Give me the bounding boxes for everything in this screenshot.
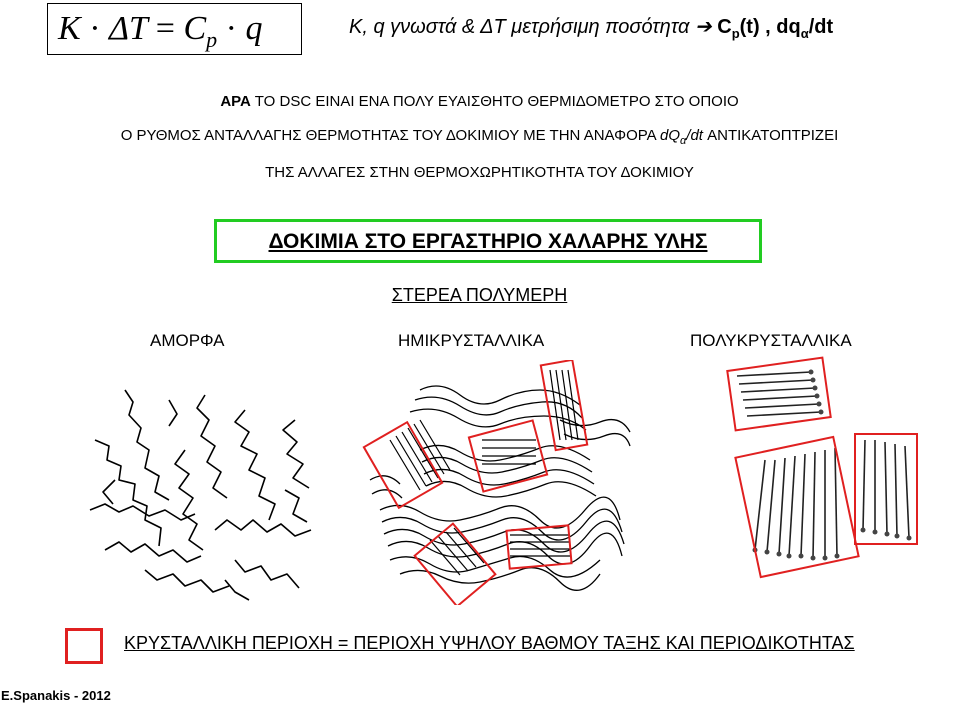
- column-label-polycrystalline: ΠΟΛΥΚΡΥΣΤΑΛΛΙΚΑ: [690, 331, 852, 350]
- formula-c-sub: p: [206, 27, 218, 52]
- semicrystalline-illustration: [360, 360, 635, 605]
- formula-q: q: [245, 10, 263, 47]
- text-line-2: [0, 127, 959, 147]
- crystalline-region-legend-text: ΚΡΥΣΤΑΛΛΙΚΗ ΠΕΡΙΟΧΗ = ΠΕΡΙΟΧΗ ΥΨΗΛΟΥ ΒΑΘΜΟΥ ΤΑΞΗΣ ΚΑΙ ΠΕΡΙΟΔΙΚΟΤΗΤΑΣ: [124, 633, 855, 653]
- line2-dt: /dt: [686, 127, 703, 144]
- text-line-1: [0, 93, 959, 110]
- cp-label: C: [711, 16, 732, 38]
- subtitle-text: K, q γνωστά & ΔT μετρήσιμη ποσότητα: [349, 16, 695, 38]
- column-label-amorphous: ΑΜΟΡΦΑ: [150, 331, 225, 350]
- amorphous-illustration: [85, 380, 325, 610]
- dq-rest: /dt: [808, 16, 834, 38]
- text-line-3: ΤΗΣ ΑΛΛΑΓΕΣ ΣΤΗΝ ΘΕΡΜΟΧΩΡΗΤΙΚΟΤΗΤΑ ΤΟΥ ΔΟΚΙΜΙΟΥ: [265, 164, 694, 181]
- subtitle: [349, 14, 833, 41]
- line2-b: ΑΝΤΙΚΑΤΟΠΤΡΙΖΕΙ: [702, 127, 839, 144]
- arrow-icon: ➔: [694, 16, 712, 38]
- formula-dot: ·: [225, 10, 237, 47]
- line2-dq: dQ: [659, 127, 680, 144]
- cp-sub: p: [731, 26, 740, 41]
- polycrystalline-illustration: [725, 350, 925, 590]
- formula-k: K: [58, 10, 81, 47]
- formula-box: [47, 3, 302, 55]
- line1-bold: ΑΡΑ: [220, 93, 251, 110]
- formula-delta-t: ΔT: [109, 10, 148, 47]
- solid-polymers-heading: ΣΤΕΡΕΑ ΠΟΛΥΜΕΡΗ: [391, 285, 568, 305]
- line2-sub: α: [680, 135, 687, 147]
- credit: E.Spanakis - 2012: [1, 688, 111, 703]
- formula-equals: =: [155, 10, 175, 47]
- column-label-semicrystalline: ΗΜΙΚΡΥΣΤΑΛΛΙΚΑ: [398, 331, 545, 350]
- formula-c: C: [183, 10, 207, 47]
- cp-rest: (t) , dq: [739, 16, 801, 38]
- line2-a: Ο ΡΥΘΜΟΣ ΑΝΤΑΛΛΑΓΗΣ ΘΕΡΜΟΤΗΤΑΣ ΤΟΥ ΔΟΚΙΜΙΟΥ ΜΕ ΤΗΝ ΑΝΑΦΟΡΑ: [120, 127, 660, 144]
- dq-sub: α: [800, 26, 809, 41]
- lab-samples-heading: ΔΟΚΙΜΙΑ ΣΤΟ ΕΡΓΑΣΤΗΡΙΟ ΧΑΛΑΡΗΣ ΥΛΗΣ: [214, 219, 762, 263]
- crystalline-region-legend-swatch: [65, 628, 103, 664]
- line1-rest: ΤΟ DSC ΕΙΝΑΙ ΕΝΑ ΠΟΛΥ ΕΥΑΙΣΘΗΤΟ ΘΕΡΜΙΔΟΜΕΤΡΟ ΣΤΟ ΟΠΟΙΟ: [250, 93, 739, 110]
- formula-dot: ·: [89, 10, 101, 47]
